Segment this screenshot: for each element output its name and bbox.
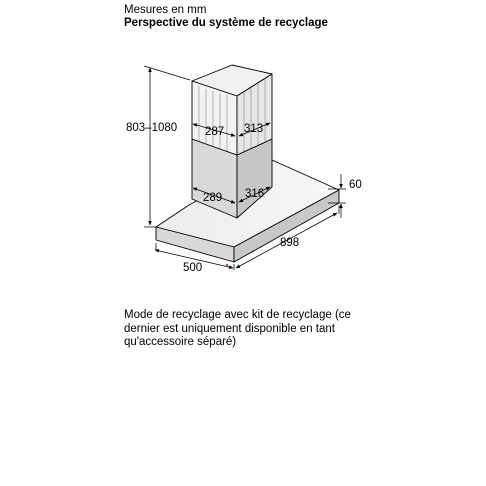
dim-lower-width: 316 <box>245 188 265 200</box>
dim-upper-depth: 287 <box>205 126 225 138</box>
units-note: Mesures en mm <box>124 4 207 16</box>
dim-height-range: 803–1080 <box>126 122 178 134</box>
diagram-title: Perspective du système de recyclage <box>124 17 328 29</box>
dim-upper-width: 313 <box>244 123 264 135</box>
reference-dot <box>226 264 229 267</box>
dim-hood-depth: 500 <box>183 262 203 274</box>
recycling-mode-description: Mode de recyclage avec kit de recyclage (ce dernier est uniquement disponible en tant qu'accessoire séparé) <box>124 309 351 348</box>
upper-chimney <box>192 65 272 155</box>
dim-canopy-thickness: 60 <box>349 179 362 191</box>
dim-lower-depth: 289 <box>203 192 223 204</box>
dim-hood-width: 898 <box>280 237 300 249</box>
